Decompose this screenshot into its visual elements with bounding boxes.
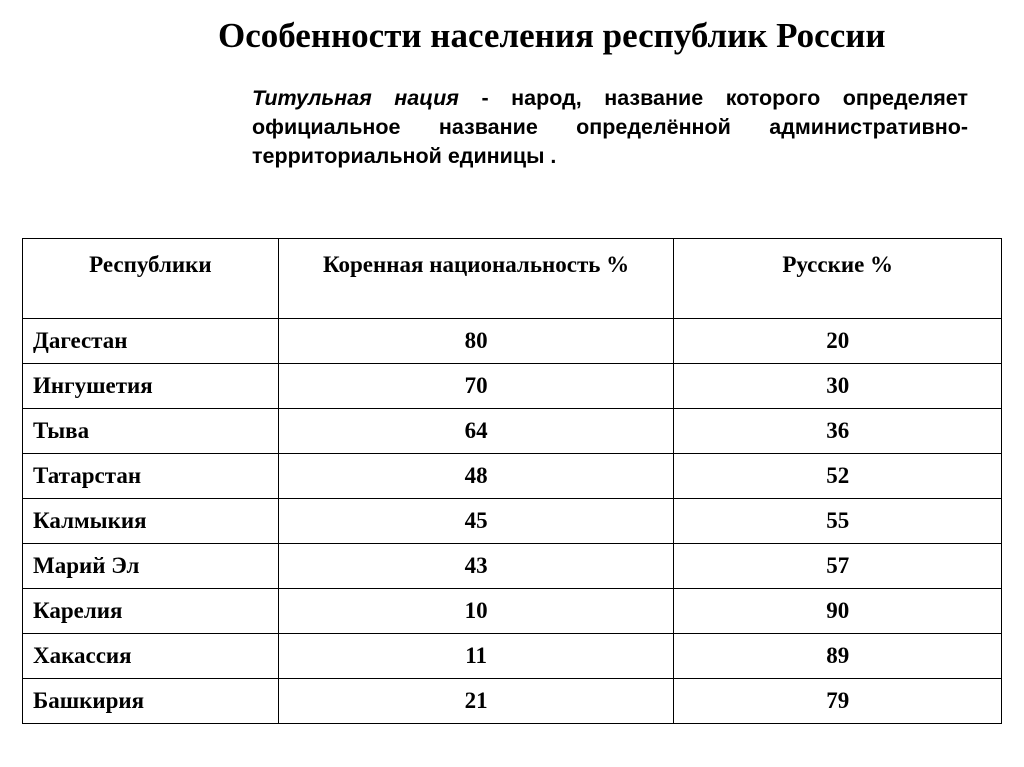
republic-name: Калмыкия xyxy=(23,499,279,544)
republic-name: Карелия xyxy=(23,589,279,634)
header-republics: Республики xyxy=(23,239,279,319)
native-percent: 10 xyxy=(278,589,674,634)
table-row xyxy=(23,589,1002,634)
republic-name: Марий Эл xyxy=(23,544,279,589)
table-row xyxy=(23,544,1002,589)
russian-percent: 89 xyxy=(674,634,1002,679)
republic-name: Тыва xyxy=(23,409,279,454)
table-row xyxy=(23,679,1002,724)
native-percent: 45 xyxy=(278,499,674,544)
table-row xyxy=(23,499,1002,544)
definition-term: Титульная нация xyxy=(252,85,459,110)
table-row xyxy=(23,319,1002,364)
table-row xyxy=(23,454,1002,499)
definition-text: - народ, название которого определяет официальное название определённой административно-территориальной единицы . xyxy=(252,85,968,168)
table-row xyxy=(23,634,1002,679)
russian-percent: 55 xyxy=(674,499,1002,544)
republic-name: Башкирия xyxy=(23,679,279,724)
table-row xyxy=(23,409,1002,454)
header-native-nationality: Коренная национальность % xyxy=(278,239,674,319)
native-percent: 43 xyxy=(278,544,674,589)
russian-percent: 36 xyxy=(674,409,1002,454)
republic-name: Ингушетия xyxy=(23,364,279,409)
russian-percent: 20 xyxy=(674,319,1002,364)
native-percent: 21 xyxy=(278,679,674,724)
native-percent: 48 xyxy=(278,454,674,499)
native-percent: 70 xyxy=(278,364,674,409)
russian-percent: 90 xyxy=(674,589,1002,634)
native-percent: 80 xyxy=(278,319,674,364)
russian-percent: 57 xyxy=(674,544,1002,589)
russian-percent: 52 xyxy=(674,454,1002,499)
page-title: Особенности населения республик России xyxy=(218,16,886,55)
native-percent: 64 xyxy=(278,409,674,454)
republic-name: Татарстан xyxy=(23,454,279,499)
russian-percent: 30 xyxy=(674,364,1002,409)
republic-name: Дагестан xyxy=(23,319,279,364)
definition-paragraph xyxy=(252,84,968,171)
table-row xyxy=(23,364,1002,409)
header-russians: Русские % xyxy=(674,239,1002,319)
russian-percent: 79 xyxy=(674,679,1002,724)
table-header-row xyxy=(23,239,1002,319)
republic-name: Хакассия xyxy=(23,634,279,679)
population-table xyxy=(22,238,1002,724)
native-percent: 11 xyxy=(278,634,674,679)
